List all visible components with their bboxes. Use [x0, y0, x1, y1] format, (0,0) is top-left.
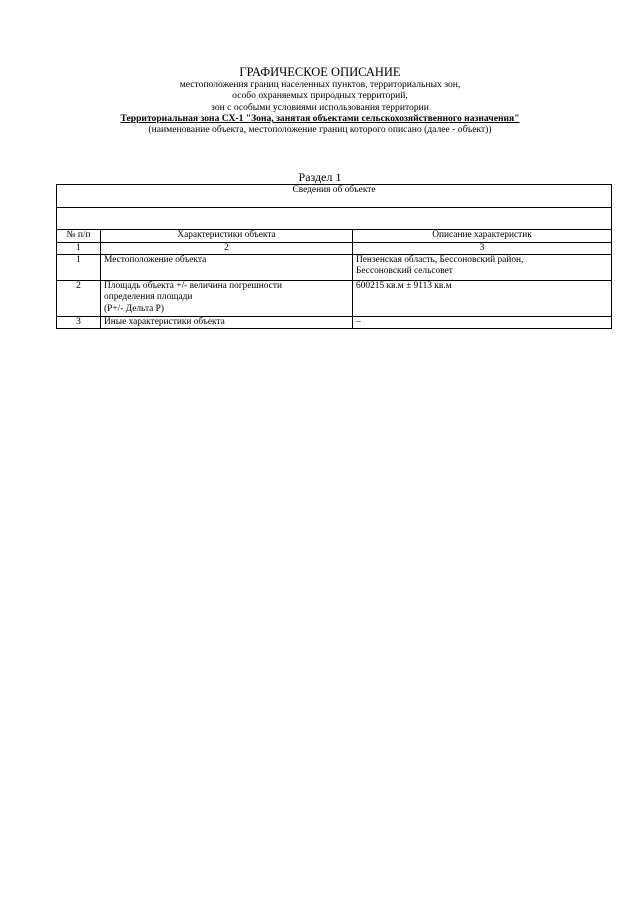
table-row — [57, 317, 612, 329]
row-characteristic-line: Местоположение объекта — [104, 255, 207, 266]
row-characteristic-line: Площадь объекта +/- величина погрешности — [104, 281, 282, 292]
row-description-line: 600215 кв.м ± 9113 кв.м — [356, 281, 452, 292]
row-description — [353, 255, 612, 281]
row-number: 2 — [57, 281, 101, 317]
subtitle-line-2: особо охраняемых природных территорий, — [232, 90, 408, 102]
row-description-line: Пензенская область, Бессоновский район, — [356, 255, 524, 266]
column-header-num: № п/п — [57, 230, 101, 243]
row-description-line: Бессоновский сельсовет — [356, 266, 453, 277]
column-header-characteristic: Характеристики объекта — [101, 230, 353, 243]
column-number-3: 3 — [353, 243, 612, 255]
subtitle-line-3: зон с особыми условиями использования территории — [211, 101, 429, 113]
column-header-description: Описание характеристик — [353, 230, 612, 243]
table-header-row — [57, 230, 612, 243]
row-characteristic-line: (P+/- Дельта P) — [104, 303, 165, 314]
section-title: Раздел 1 — [298, 170, 342, 184]
row-characteristic-line: определения площади — [104, 292, 193, 303]
column-number-2: 2 — [101, 243, 353, 255]
row-description — [353, 281, 612, 317]
row-characteristic — [101, 317, 353, 329]
table-column-number-row — [57, 243, 612, 255]
row-characteristic — [101, 255, 353, 281]
table-empty-row — [57, 208, 612, 230]
row-characteristic-line: Иные характеристики объекта — [104, 317, 225, 328]
row-description-line: – — [356, 317, 361, 328]
table-caption-row — [57, 185, 612, 208]
subtitle-line-1: местоположения границ населенных пунктов, территориальных зон, — [179, 79, 461, 90]
column-number-1: 1 — [57, 243, 101, 255]
row-description — [353, 317, 612, 329]
row-number: 3 — [57, 317, 101, 329]
table-caption: Сведения об объекте — [57, 185, 612, 208]
object-name: Территориальная зона СХ-1 "Зона, занятая объектами сельскохозяйственного назначения" — [120, 112, 520, 124]
table-row — [57, 255, 612, 281]
table-row — [57, 281, 612, 317]
document-header — [0, 66, 640, 135]
table-empty-cell — [57, 208, 612, 230]
object-info-table — [56, 184, 612, 329]
document-title: ГРАФИЧЕСКОЕ ОПИСАНИЕ — [239, 65, 401, 79]
row-characteristic — [101, 281, 353, 317]
object-name-note: (наименование объекта, местоположение границ которого описано (далее - объект)) — [148, 124, 492, 136]
row-number: 1 — [57, 255, 101, 281]
